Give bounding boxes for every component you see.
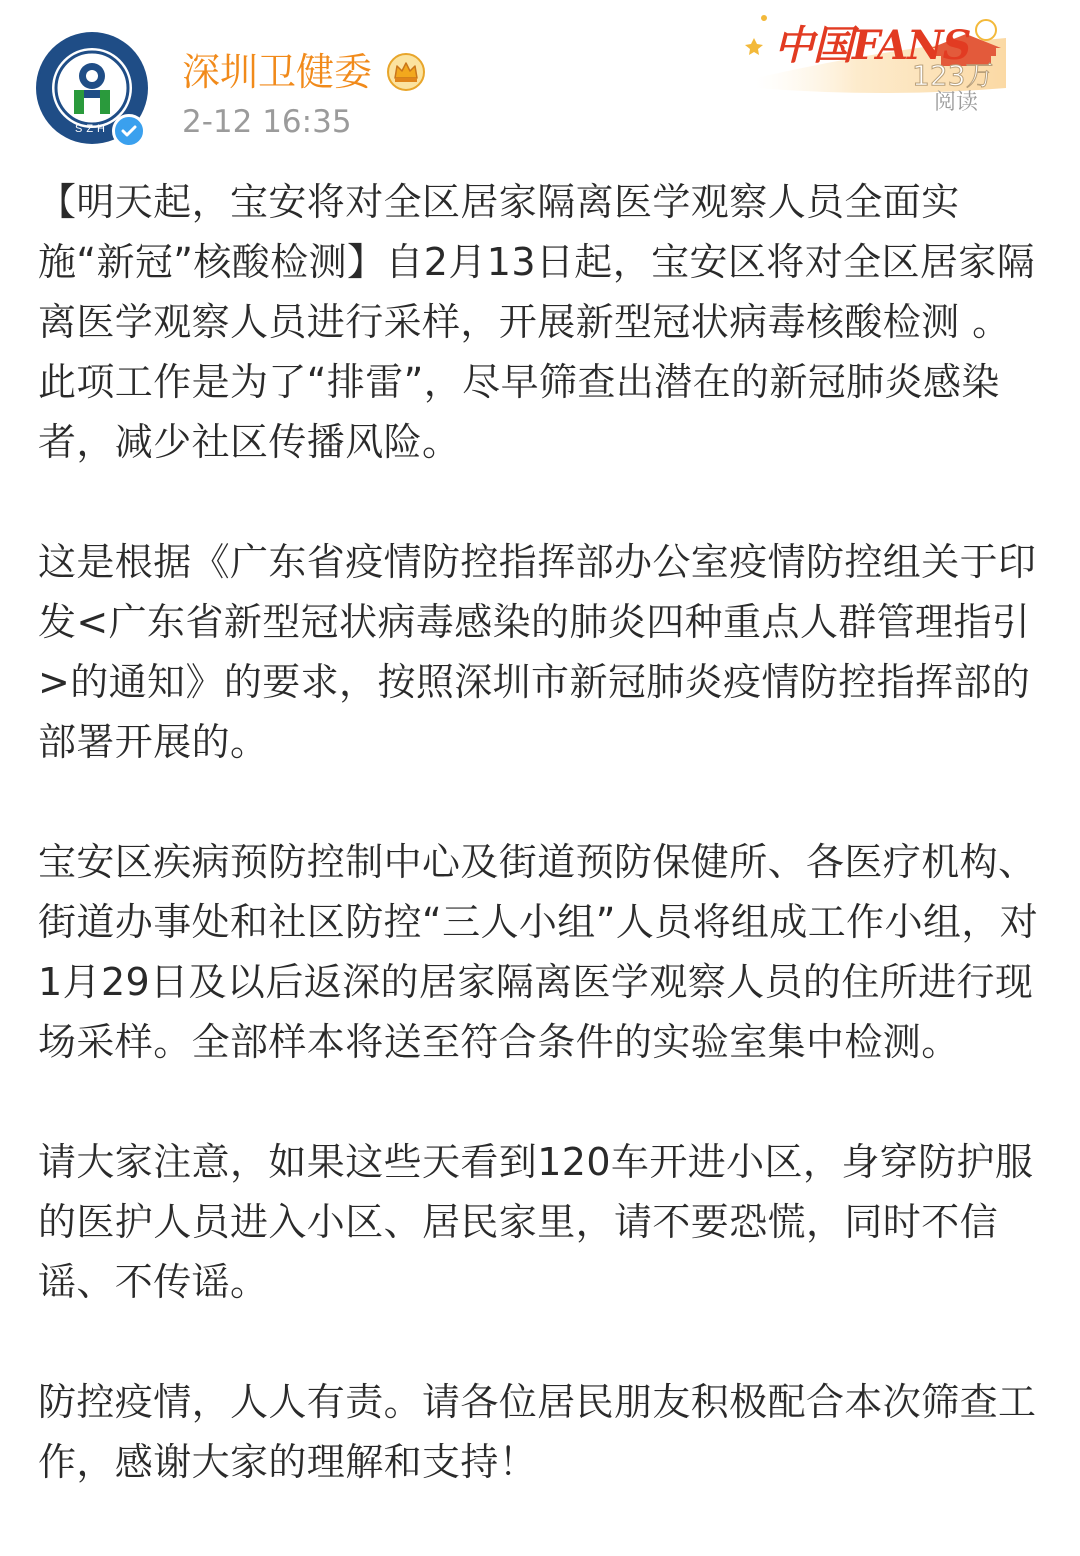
post-content [38, 172, 1042, 1492]
badge-logo: 中国FANS [774, 22, 971, 69]
user-name[interactable]: 深圳卫健委 [182, 50, 373, 94]
post-paragraph: 请大家注意，如果这些天看到120车开进小区，身穿防护服的医护人员进入小区、居民家里，请不要恐慌，同时不信谣、不传谣。 [38, 1140, 1034, 1304]
post-paragraph: 宝安区疾病预防控制中心及街道预防保健所、各医疗机构、街道办事处和社区防控“三人小组”人员将组成工作小组，对1月29日及以后返深的居家隔离医学观察人员的住所进行现场采样。全部样本将送至符合条件的实验室集中检测。 [38, 840, 1039, 1064]
post-timestamp: 2-12 16:35 [182, 104, 352, 140]
post-paragraph: 【明天起，宝安将对全区居家隔离医学观察人员全面实施“新冠”核酸检测】自2月13日起，宝安区将对全区居家隔离医学观察人员进行采样，开展新型冠状病毒核酸检测 。此项工作是为了“排雷”，尽早筛查出潜在的新冠肺炎感染者，减少社区传播风险。 [38, 180, 1036, 464]
crown-icon [386, 52, 426, 92]
post-paragraph: 防控疫情，人人有责。请各位居民朋友积极配合本次筛查工作，感谢大家的理解和支持！ [38, 1380, 1037, 1484]
verified-check-icon [115, 117, 143, 145]
fans-badge[interactable] [736, 8, 1036, 118]
post-paragraph: 这是根据《广东省疫情防控指挥部办公室疫情防控组关于印发<广东省新型冠状病毒感染的肺炎四种重点人群管理指引>的通知》的要求，按照深圳市新冠肺炎疫情防控指挥部的部署开展的。 [38, 540, 1037, 764]
read-count: 123万 [912, 59, 994, 92]
svg-text:SZH: SZH [75, 123, 109, 135]
read-label: 阅读 [934, 90, 979, 115]
verified-badge [112, 114, 146, 148]
